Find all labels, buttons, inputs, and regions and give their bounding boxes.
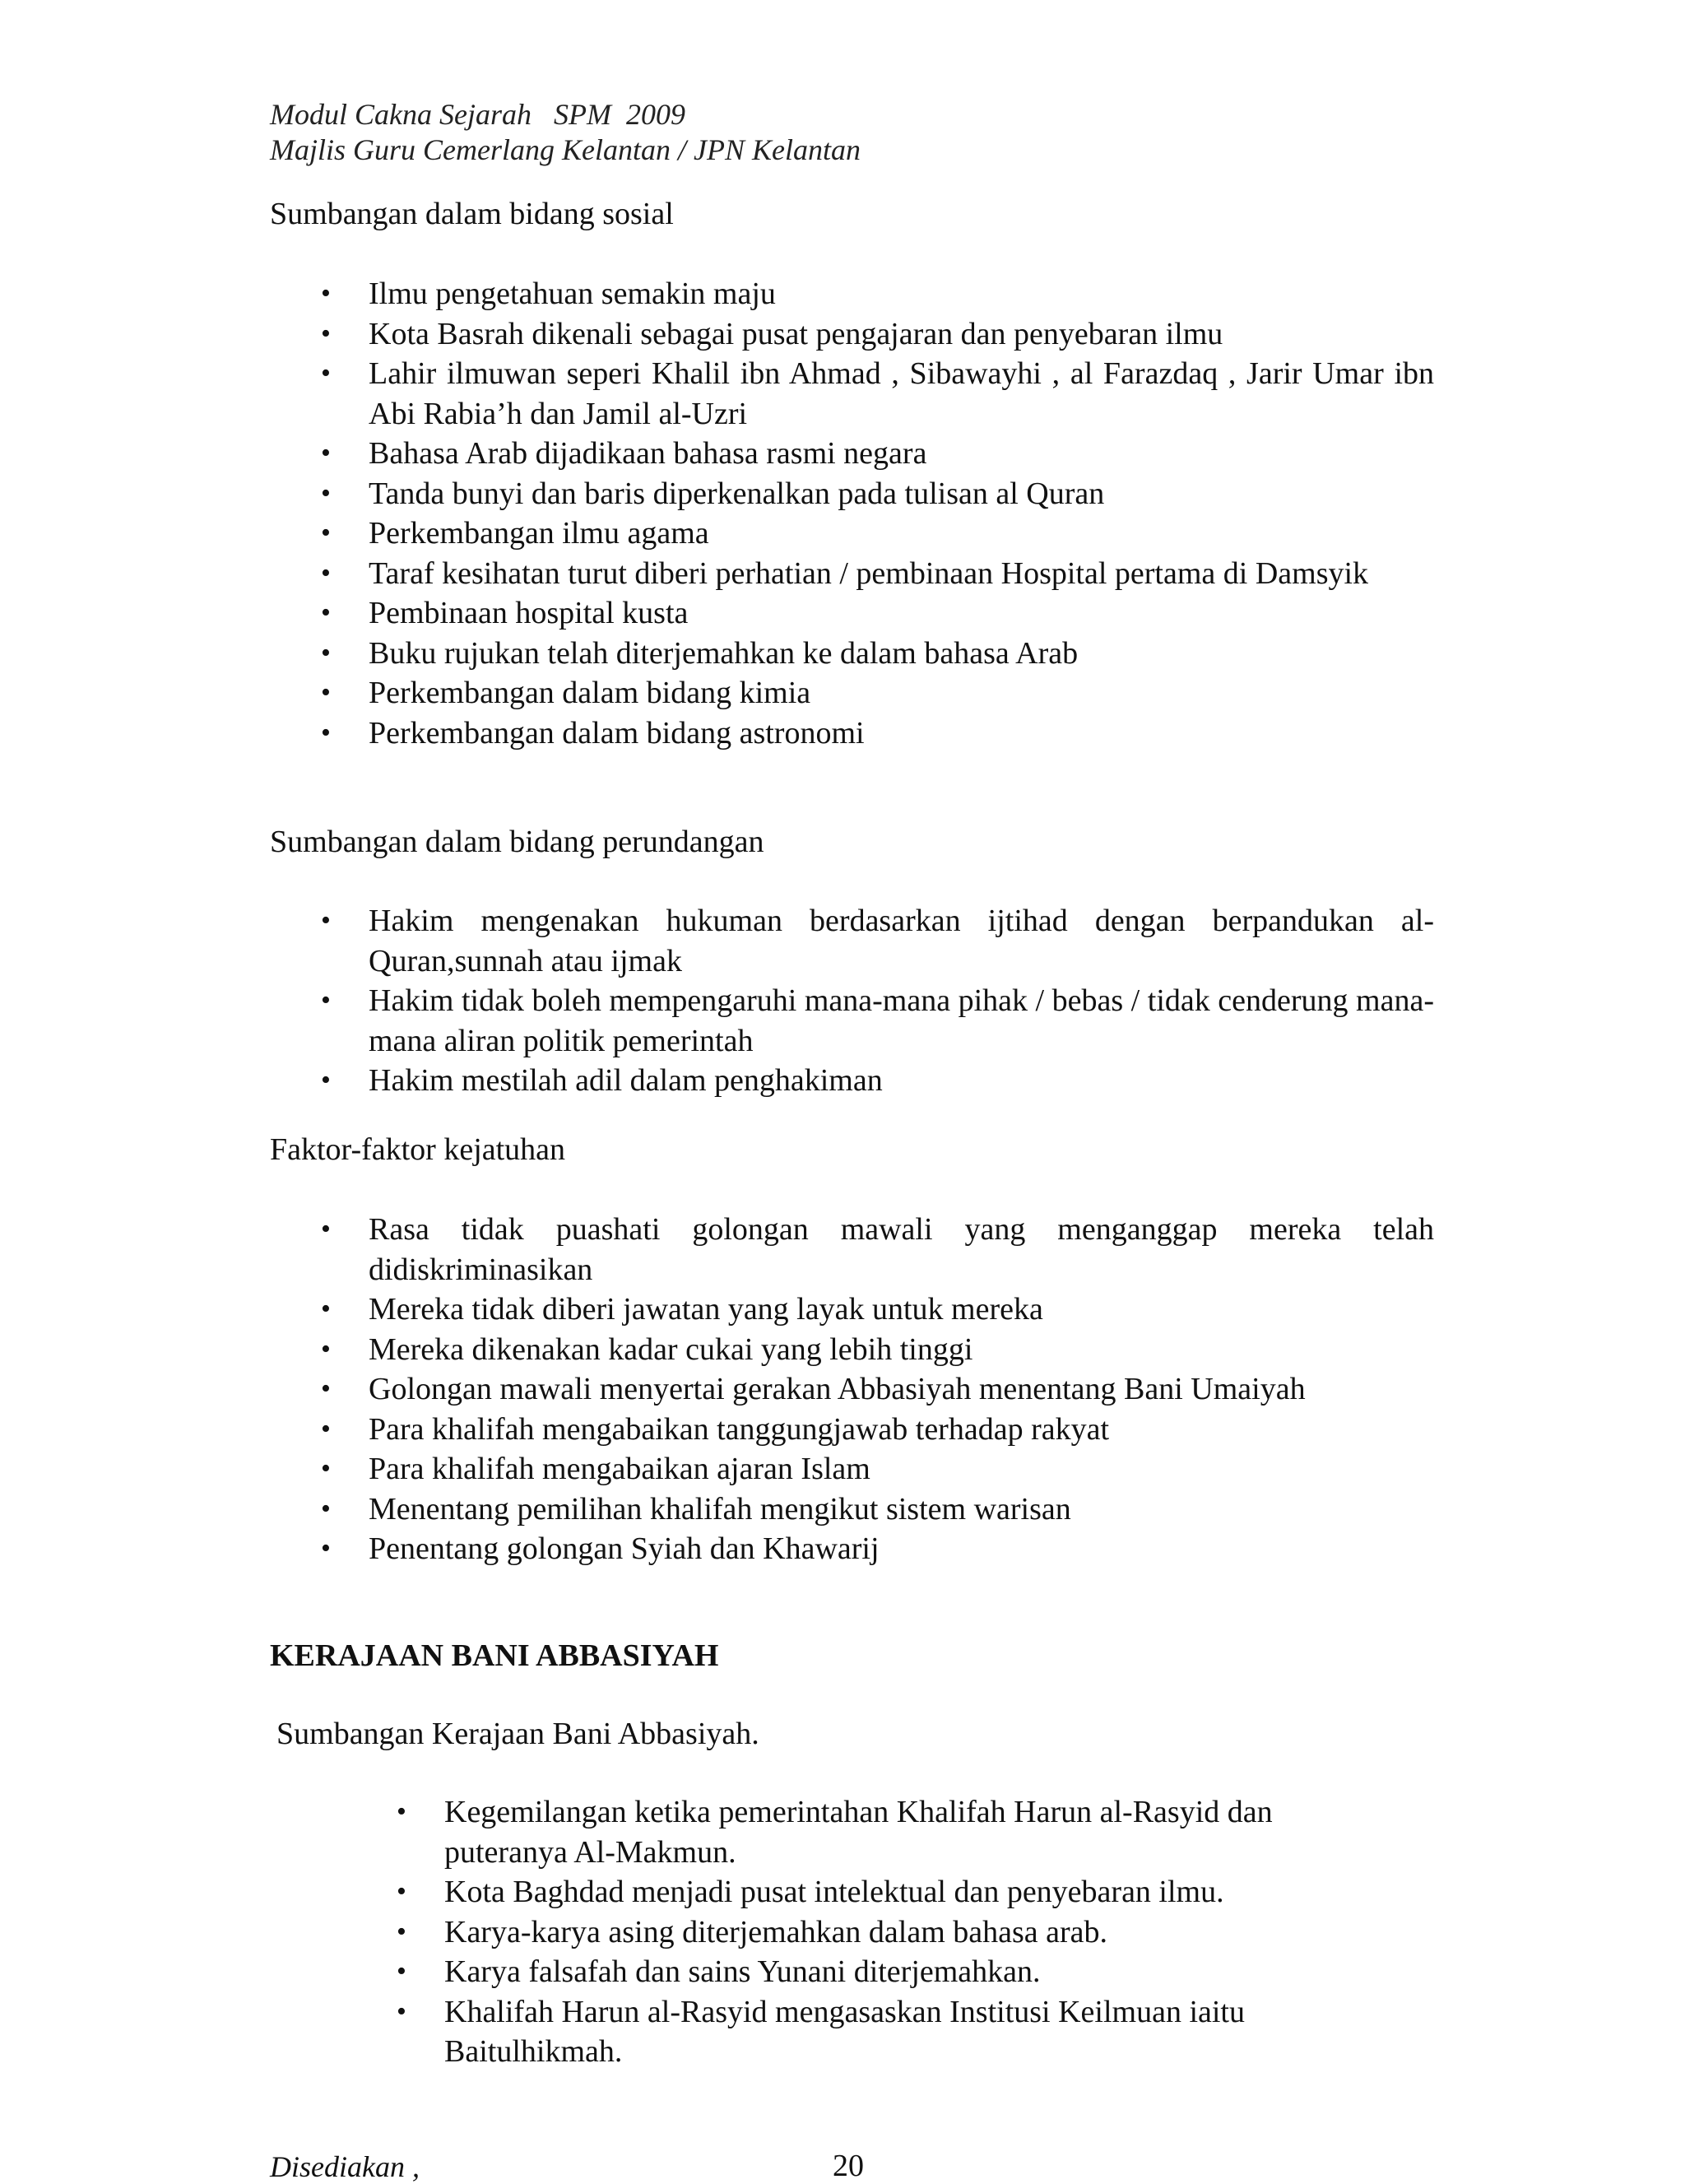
list-item-text: Bahasa Arab dijadikaan bahasa rasmi negara: [369, 436, 927, 471]
list-item-text: Mereka dikenakan kadar cukai yang lebih tinggi: [369, 1331, 973, 1367]
bullet-icon: •: [321, 477, 331, 509]
bullet-icon: •: [321, 1373, 331, 1404]
bullet-icon: •: [321, 637, 331, 668]
bullet-icon: •: [321, 557, 331, 588]
bullet-icon: •: [397, 1996, 406, 2027]
list-item-text: Para khalifah mengabaikan ajaran Islam: [369, 1452, 870, 1486]
bullet-icon: •: [321, 905, 331, 936]
bullet-icon: •: [321, 1413, 331, 1444]
list-item-text: Kegemilangan ketika pemerintahan Khalifah Harun al-Rasyid dan puteranya Al-Makmun.: [444, 1795, 1273, 1870]
list-item: [321, 513, 1434, 554]
list-item: [397, 1912, 1316, 1953]
bullet-icon: •: [321, 597, 331, 628]
list-item: [321, 434, 1434, 474]
list-item-text: Lahir ilmuwan seperi Khalil ibn Ahmad , Sibawayhi , al Farazdaq , Jarir Umar ibn Abi Rabia’h dan Jamil al-Uzri: [369, 356, 1434, 431]
bullet-icon: •: [321, 1294, 331, 1324]
bullet-icon: •: [321, 278, 331, 309]
list-item: [397, 1872, 1316, 1912]
bullet-icon: •: [397, 1796, 406, 1827]
list-item-text: Kota Basrah dikenali sebagai pusat pengajaran dan penyebaran ilmu: [369, 316, 1223, 351]
section-title-perundangan: Sumbangan dalam bidang perundangan: [270, 825, 764, 859]
list-item: [321, 1061, 1434, 1101]
list-item-text: Karya falsafah dan sains Yunani diterjemahkan.: [444, 1954, 1041, 1989]
list-item: [321, 1449, 1434, 1489]
list-item: [321, 274, 1434, 314]
list-item-text: Kota Baghdad menjadi pusat intelektual dan penyebaran ilmu.: [444, 1875, 1224, 1909]
list-item: [397, 1952, 1316, 1992]
list-item-text: Perkembangan dalam bidang astronomi: [369, 715, 865, 750]
bullet-icon: •: [397, 1876, 406, 1907]
section-title-kejatuhan: Faktor-faktor kejatuhan: [270, 1132, 566, 1167]
bullet-icon: •: [321, 1533, 331, 1564]
list-item: [321, 354, 1434, 434]
list-item: [321, 1289, 1434, 1330]
list-item: [321, 901, 1434, 981]
list-item: [321, 1210, 1434, 1289]
bullet-icon: •: [321, 1493, 331, 1524]
list-item-text: Para khalifah mengabaikan tanggungjawab terhadap rakyat: [369, 1411, 1110, 1447]
footer-prepared-by: Disediakan ,: [270, 2150, 420, 2183]
bullet-icon: •: [321, 677, 331, 708]
bullet-icon: •: [321, 985, 331, 1015]
list-kejatuhan: [0, 1210, 1434, 1569]
list-item: [321, 314, 1434, 355]
list-item: [321, 474, 1434, 514]
bullet-icon: •: [321, 717, 331, 748]
section-title-abbasiyah: Sumbangan Kerajaan Bani Abbasiyah.: [276, 1717, 759, 1751]
bullet-icon: •: [321, 1453, 331, 1484]
page-number: 20: [833, 2149, 864, 2183]
bullet-icon: •: [321, 1065, 331, 1095]
list-item: [321, 1489, 1434, 1530]
bullet-icon: •: [321, 518, 331, 548]
list-item-text: Karya-karya asing diterjemahkan dalam bahasa arab.: [444, 1914, 1108, 1949]
bullet-icon: •: [321, 438, 331, 468]
page-header: [270, 97, 861, 168]
bullet-icon: •: [397, 1916, 406, 1947]
header-line-module: Modul Cakna Sejarah SPM 2009: [270, 98, 685, 131]
list-item-text: Rasa tidak puashati golongan mawali yang menganggap mereka telah didiskriminasikan: [369, 1212, 1434, 1287]
header-line-organization: Majlis Guru Cemerlang Kelantan / JPN Kelantan: [270, 133, 861, 166]
list-item: [321, 981, 1434, 1061]
list-item-text: Pembinaan hospital kusta: [369, 596, 689, 630]
list-item-text: Perkembangan dalam bidang kimia: [369, 676, 811, 710]
list-item: [397, 1992, 1316, 2072]
list-abbasiyah: [0, 1792, 1316, 2072]
list-item-text: Hakim tidak boleh mempengaruhi mana-mana pihak / bebas / tidak cenderung mana-mana aliran politik pemerintah: [369, 983, 1434, 1058]
list-item-text: Menentang pemilihan khalifah mengikut sistem warisan: [369, 1491, 1071, 1526]
list-item-text: Tanda bunyi dan baris diperkenalkan pada tulisan al Quran: [369, 476, 1105, 511]
list-item-text: Perkembangan ilmu agama: [369, 516, 709, 551]
list-item: [321, 593, 1434, 634]
list-item: [321, 1330, 1434, 1370]
list-item: [321, 1410, 1434, 1450]
list-item-text: Penentang golongan Syiah dan Khawarij: [369, 1531, 880, 1566]
list-item-text: Hakim mengenakan hukuman berdasarkan ijtihad dengan berpandukan al-Quran,sunnah atau ijmak: [369, 904, 1434, 978]
list-item-text: Hakim mestilah adil dalam penghakiman: [369, 1063, 883, 1098]
list-item-text: Ilmu pengetahuan semakin maju: [369, 276, 776, 311]
list-item: [321, 713, 1434, 754]
list-item-text: Khalifah Harun al-Rasyid mengasaskan Institusi Keilmuan iaitu Baitulhikmah.: [444, 1994, 1245, 2069]
list-item-text: Golongan mawali menyertai gerakan Abbasiyah menentang Bani Umaiyah: [369, 1372, 1306, 1406]
list-item-text: Mereka tidak diberi jawatan yang layak untuk mereka: [369, 1292, 1043, 1327]
list-item: [397, 1792, 1316, 1872]
bullet-icon: •: [397, 1956, 406, 1987]
list-item: [321, 1369, 1434, 1410]
bullet-icon: •: [321, 358, 331, 388]
list-item-text: Buku rujukan telah diterjemahkan ke dalam bahasa Arab: [369, 635, 1079, 671]
list-item: [321, 673, 1434, 713]
list-sosial: [0, 274, 1434, 753]
list-perundangan: [0, 901, 1434, 1101]
bullet-icon: •: [321, 1214, 331, 1244]
bullet-icon: •: [321, 1333, 331, 1364]
bullet-icon: •: [321, 318, 331, 349]
list-item-text: Taraf kesihatan turut diberi perhatian / pembinaan Hospital pertama di Damsyik: [369, 555, 1369, 591]
list-item: [321, 634, 1434, 674]
section-title-sosial: Sumbangan dalam bidang sosial: [270, 197, 674, 231]
section-heading-abbasiyah: KERAJAAN BANI ABBASIYAH: [270, 1638, 719, 1673]
list-item: [321, 554, 1434, 594]
list-item: [321, 1529, 1434, 1569]
